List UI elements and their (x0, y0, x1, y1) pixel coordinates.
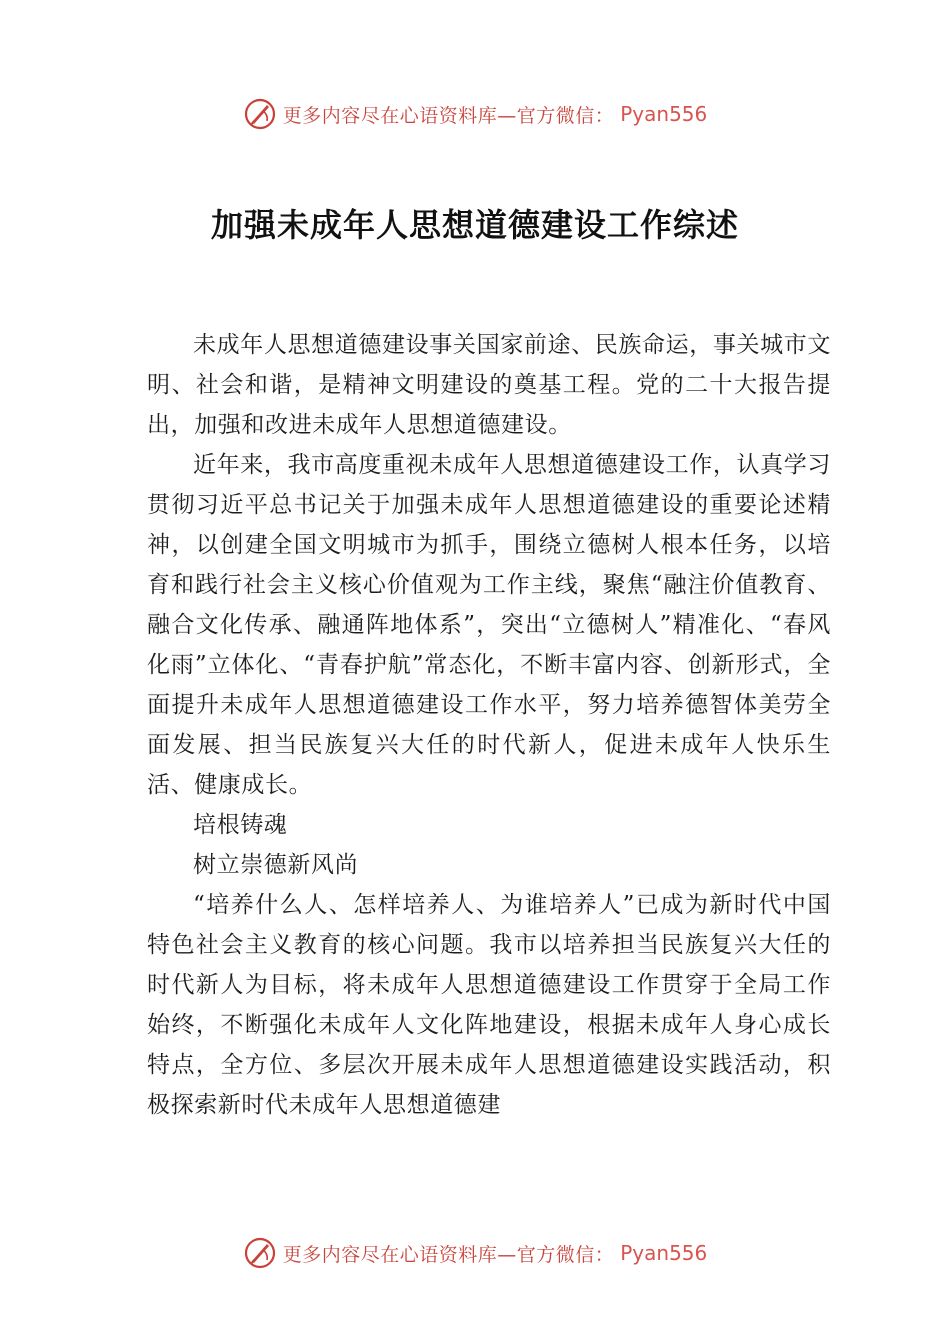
document-title: 加强未成年人思想道德建设工作综述 (210, 206, 739, 244)
watermark-text: 更多内容尽在心语资料库—官方微信： (282, 104, 615, 127)
section-subheading: 树立崇德新风尚 (193, 852, 359, 878)
watermark-banner-bottom (0, 1233, 950, 1273)
paragraph: “培养什么人、怎样培养人、为谁培养人”已成为新时代中国特色社会主义教育的核心问题。我市以培养担当民族复兴大任的时代新人为目标，将未成年人思想道德建设工作贯穿于全局工作始终，不断强化未成年人文化阵地建设，根据未成年人身心成长特点，全方位、多层次开展未成年人思想道德建设实践活动，积极探索新时代未成年人思想道德建 (147, 892, 831, 1118)
watermark-wechat-id: Pyan556 (620, 1241, 708, 1265)
watermark-banner-top (0, 94, 950, 134)
section-heading: 培根铸魂 (193, 812, 288, 838)
watermark-text: 更多内容尽在心语资料库—官方微信： (282, 1243, 615, 1266)
paragraph: 近年来，我市高度重视未成年人思想道德建设工作，认真学习贯彻习近平总书记关于加强未成年人思想道德建设的重要论述精神，以创建全国文明城市为抓手，围绕立德树人根本任务，以培育和践行社会主义核心价值观为工作主线，聚焦“融注价值教育、融合文化传承、融通阵地体系”，突出“立德树人”精准化、“春风化雨”立体化、“青春护航”常态化，不断丰富内容、创新形式，全面提升未成年人思想道德建设工作水平，努力培养德智体美劳全面发展、担当民族复兴大任的时代新人，促进未成年人快乐生活、健康成长。 (147, 452, 831, 798)
watermark-wechat-id: Pyan556 (620, 102, 708, 126)
document-body (147, 325, 831, 1125)
quill-pen-logo-icon (243, 1236, 277, 1270)
quill-pen-logo-icon (243, 97, 277, 131)
paragraph: 未成年人思想道德建设事关国家前途、民族命运，事关城市文明、社会和谐，是精神文明建设的奠基工程。党的二十大报告提出，加强和改进未成年人思想道德建设。 (147, 332, 831, 438)
